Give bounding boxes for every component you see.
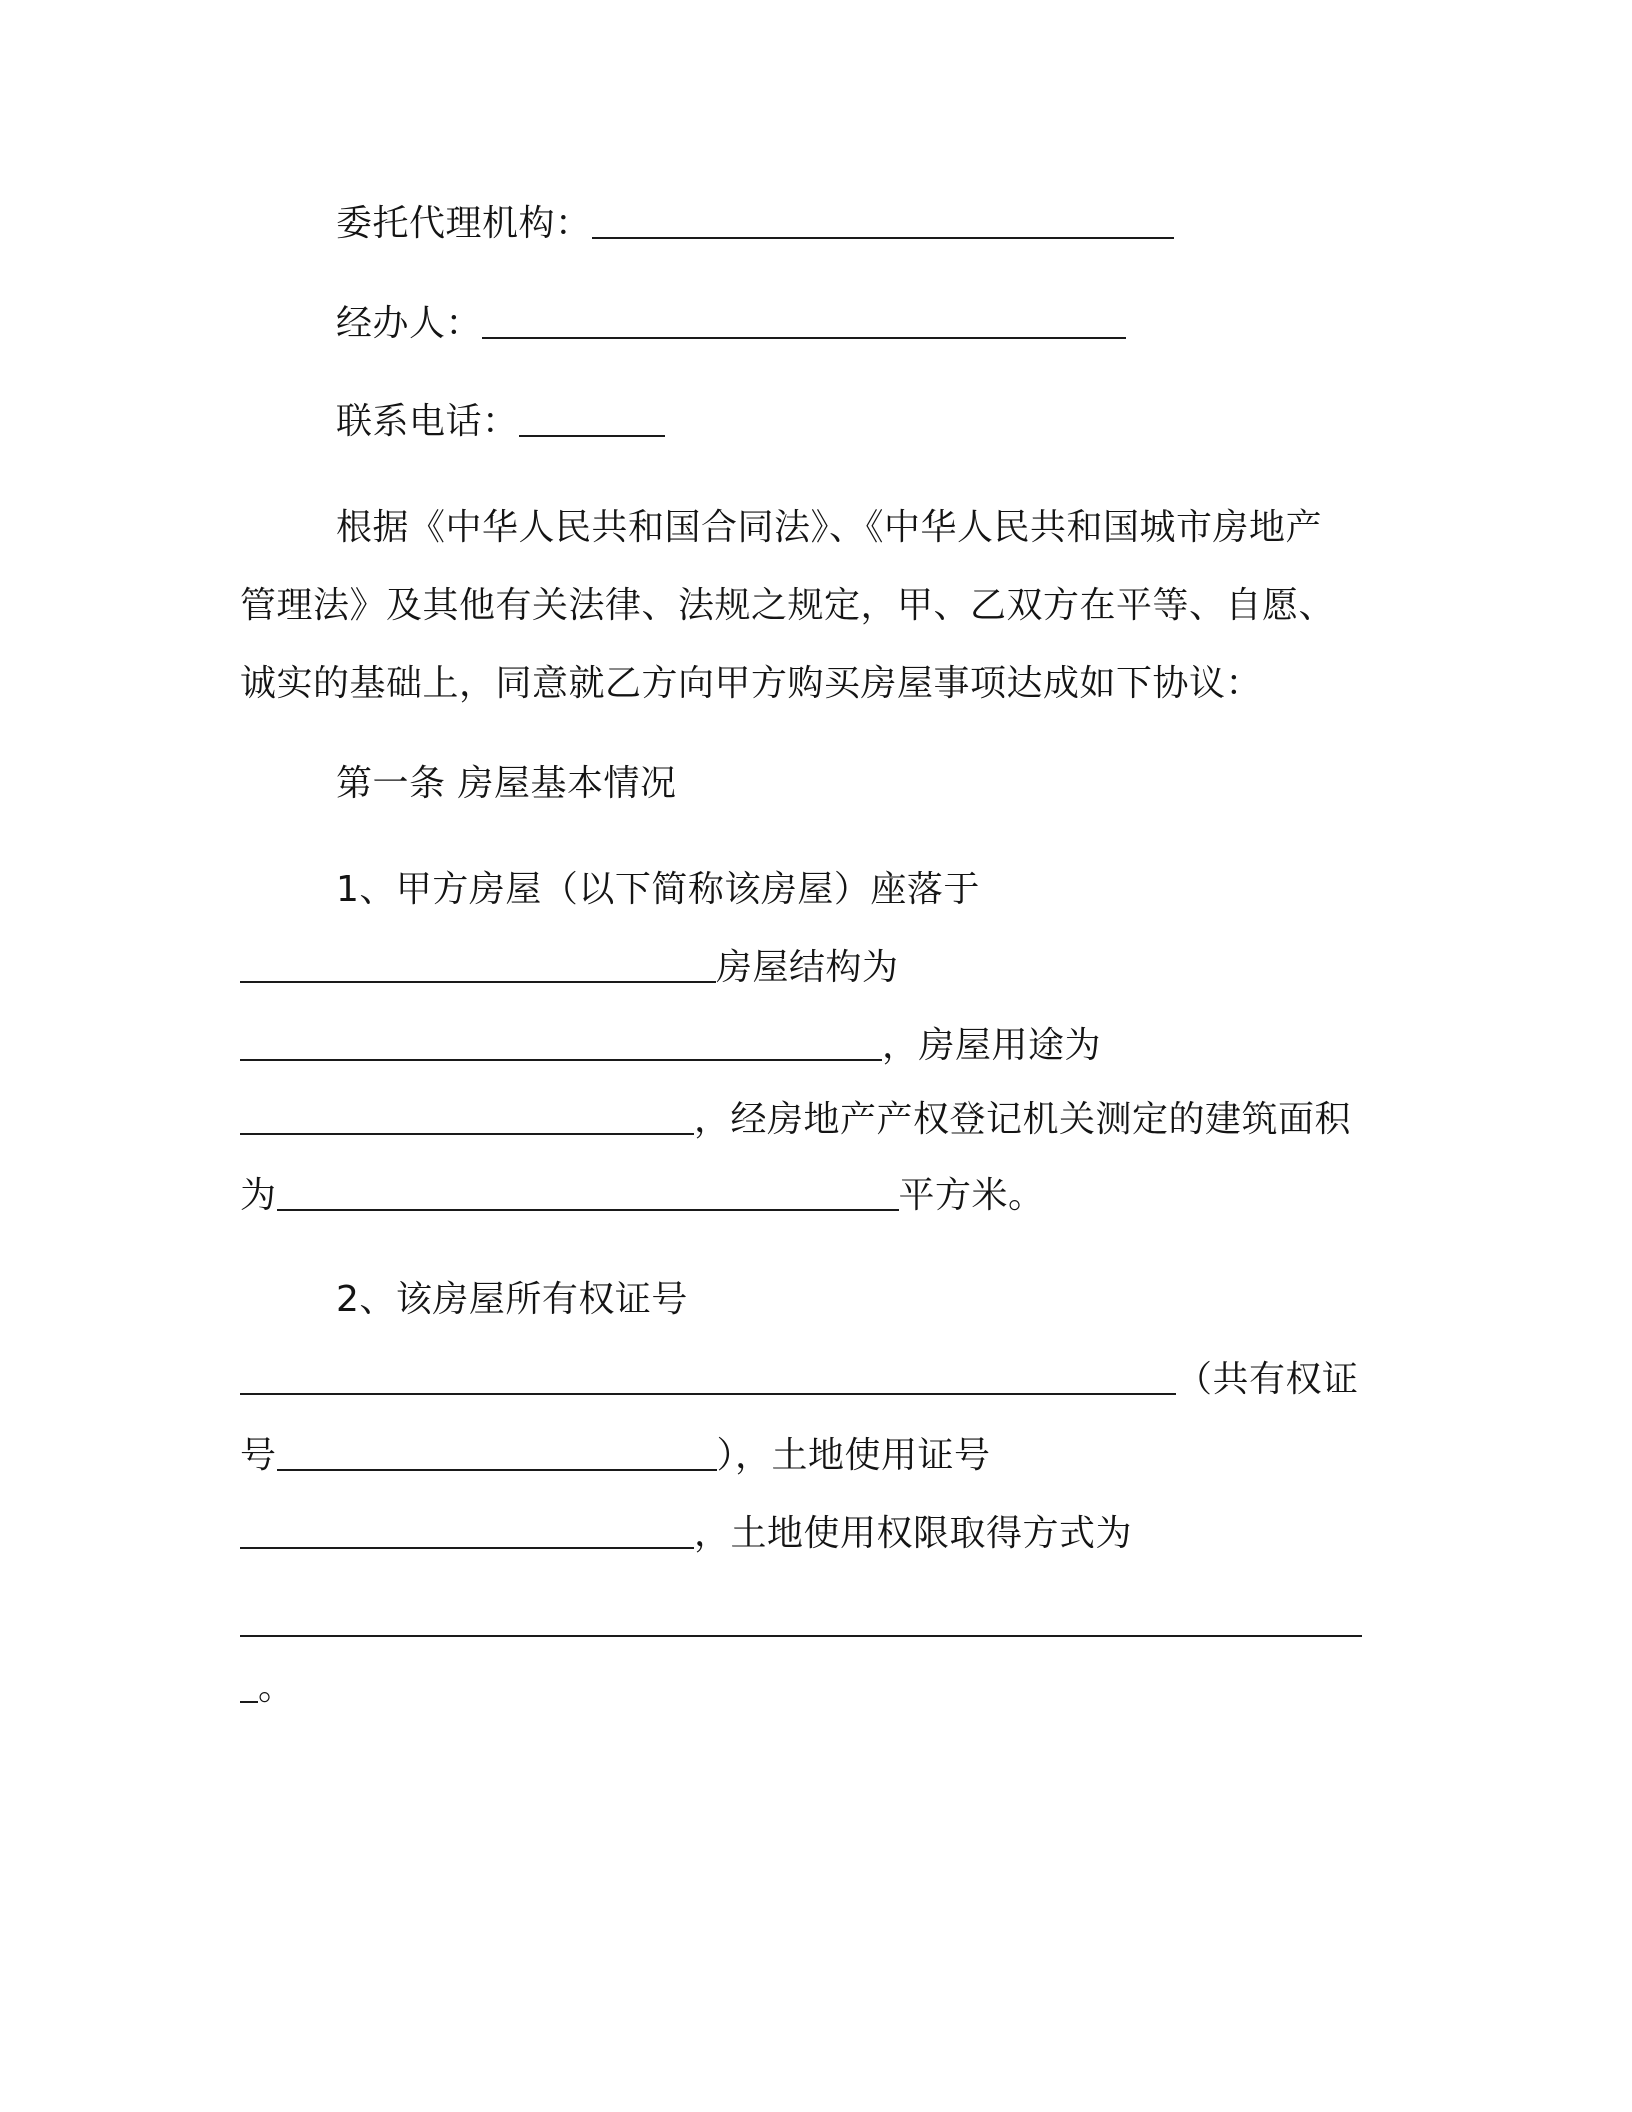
item1-line-4: [240, 1098, 1351, 1142]
phone-blank[interactable]: [519, 405, 665, 437]
joint-prefix: 号: [240, 1435, 277, 1476]
area-prefix: 为: [240, 1175, 277, 1216]
item2-line-2: [240, 1358, 1359, 1402]
intro-line-3: 诚实的基础上，同意就乙方向甲方购买房屋事项达成如下协议：: [240, 663, 1263, 704]
phone-line: [336, 400, 665, 444]
usage-label: ，房屋用途为: [882, 1025, 1102, 1066]
area-label: ，经房地产产权登记机关测定的建筑面积: [694, 1099, 1352, 1140]
location-blank[interactable]: [240, 951, 716, 983]
usage-blank[interactable]: [240, 1103, 694, 1135]
agency-blank[interactable]: [592, 207, 1174, 239]
area-blank[interactable]: [277, 1179, 899, 1211]
item2-line-5: [240, 1600, 1362, 1644]
structure-label: 房屋结构为: [716, 947, 899, 988]
land-cert-blank[interactable]: [240, 1517, 694, 1549]
land-term-blank-cont[interactable]: [240, 1671, 258, 1703]
item1-line-5: [240, 1174, 1045, 1218]
agency-label: 委托代理机构：: [336, 203, 592, 244]
item2-line-1: 2、该房屋所有权证号: [336, 1279, 688, 1320]
intro-line-2: 管理法》及其他有关法律、法规之规定，甲、乙双方在平等、自愿、: [240, 585, 1336, 626]
land-term-label: ，土地使用权限取得方式为: [694, 1513, 1133, 1554]
item2-line-4: [240, 1512, 1132, 1556]
item2-line-3: [240, 1434, 991, 1478]
land-term-blank[interactable]: [240, 1605, 1362, 1637]
item1-line-3: [240, 1024, 1101, 1068]
intro-line-1: 根据《中华人民共和国合同法》、《中华人民共和国城市房地产: [336, 507, 1323, 548]
agent-line: [336, 302, 1126, 346]
agency-line: [336, 202, 1174, 246]
agent-blank[interactable]: [482, 307, 1126, 339]
item1-line-2: [240, 946, 899, 990]
area-unit: 平方米。: [898, 1175, 1045, 1216]
article-title: 第一条 房屋基本情况: [336, 763, 677, 804]
land-cert-label: ），土地使用证号: [716, 1435, 991, 1476]
ownership-cert-blank[interactable]: [240, 1363, 1176, 1395]
agent-label: 经办人：: [336, 303, 483, 344]
end-mark: 。: [258, 1667, 295, 1708]
structure-blank[interactable]: [240, 1029, 882, 1061]
item1-line-1: 1、甲方房屋（以下简称该房屋）座落于: [336, 869, 980, 910]
item2-line-6: [240, 1666, 295, 1710]
joint-open: （共有权证: [1176, 1359, 1359, 1400]
phone-label: 联系电话：: [336, 401, 519, 442]
joint-cert-blank[interactable]: [277, 1439, 717, 1471]
